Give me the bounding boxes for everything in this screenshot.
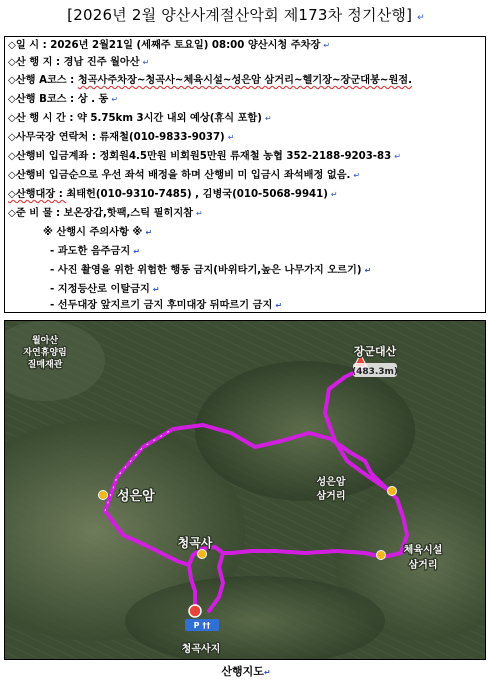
map-label-peak-height: (483.3m)	[351, 367, 399, 377]
notice-heading	[43, 226, 152, 240]
info-course-a	[8, 74, 412, 88]
paragraph-mark: ↵	[275, 301, 283, 310]
parking-icons-text: P ††	[193, 621, 211, 630]
notice-heading-text: ※ 산행시 주의사항 ※	[43, 227, 143, 238]
notice-item-text: - 지정등산로 이탈금지	[50, 284, 150, 295]
info-course-b	[8, 93, 118, 107]
map-caption-text: 산행지도	[221, 665, 264, 678]
info-leader-value: 최태헌(010-9310-7485) , 김병국(010-5068-9941)	[66, 189, 328, 200]
info-account-label: ◇산행비 입금계좌 :	[8, 151, 100, 162]
notice-item	[50, 245, 140, 259]
paragraph-mark: ↵	[142, 58, 150, 67]
info-leader-label: ◇산행대장 :	[8, 189, 67, 200]
info-gear-value: 보온장갑,핫팩,스틱 필히지참	[63, 208, 194, 219]
info-leader	[8, 188, 338, 202]
info-course-b-value: 상 . 동	[77, 94, 109, 105]
info-time-label: ◇산 행 시 간 :	[8, 113, 78, 124]
notice-item	[50, 264, 371, 278]
map-label-forest: 자연휴양림	[23, 348, 67, 358]
info-order-label: ◇산행비 입금순으로 우선 좌석 배정을 하며 산행비 미 입금시 좌석배정 없음.	[8, 170, 351, 181]
junction-point	[388, 487, 397, 496]
info-place-value: 경남 진주 월아산	[63, 57, 140, 68]
notice-item-text: - 과도한 음주금지	[50, 246, 131, 257]
map-label-seongeunam: 성은암	[117, 489, 155, 504]
paragraph-mark: ↵	[417, 13, 425, 23]
info-order	[8, 169, 360, 183]
trail-map-svg	[5, 321, 485, 659]
info-account-value: 정회원4.5만원 비회원5만원 류재철 농협 352-2188-9203-83	[99, 151, 392, 162]
info-date-label: ◇일 시 :	[8, 40, 51, 51]
seongeunam-point	[99, 491, 108, 500]
info-box	[4, 36, 486, 313]
sports-junction-point	[377, 551, 386, 560]
info-date-value: 2026년 2월21일 (세째주 토요일) 08:00 양산시청 주차장	[50, 40, 321, 51]
info-gear-label: ◇준 비 물 :	[8, 208, 64, 219]
info-time-value: 약 5.75km 3시간 내외 예상(휴식 포함)	[77, 113, 262, 124]
info-time	[8, 112, 272, 126]
map-label-parking: 청곡사지	[181, 644, 221, 655]
info-office-label: ◇사무국장 연락처 :	[8, 132, 100, 143]
map-caption	[0, 663, 492, 679]
info-place-label: ◇산 행 지 :	[8, 57, 64, 68]
cheonggoksa-point	[198, 550, 207, 559]
info-account	[8, 150, 401, 164]
paragraph-mark: ↵	[196, 209, 203, 218]
notice-item-text: - 사진 촬영을 위한 위험한 행동 금지(바위타기,높은 나무가지 오르기)	[50, 265, 362, 276]
paragraph-mark: ↵	[145, 228, 153, 237]
paragraph-mark: ↵	[323, 41, 331, 50]
paragraph-mark: ↵	[133, 247, 140, 256]
paragraph-mark: ↵	[353, 171, 361, 180]
paragraph-mark: ↵	[227, 133, 235, 142]
paragraph-mark: ↵	[152, 285, 160, 294]
map-label-junction: 성은암	[316, 477, 346, 488]
start-pin-icon	[189, 605, 201, 617]
paragraph-mark: ↵	[263, 668, 271, 677]
notice-item	[50, 299, 282, 313]
map-label-sports-2: 삼거리	[408, 560, 438, 571]
info-course-a-label: ◇산행 A코스 :	[8, 75, 78, 86]
page-title	[0, 4, 492, 25]
paragraph-mark: ↵	[364, 266, 372, 275]
info-office	[8, 131, 234, 145]
info-office-value: 류재철(010-9833-9037)	[99, 132, 225, 143]
map-label-peak: 장군대산	[353, 345, 397, 358]
paragraph-mark: ↵	[264, 114, 272, 123]
map-label-office: 질매재관	[27, 360, 63, 370]
info-course-b-label: ◇산행 B코스 :	[8, 94, 78, 105]
paragraph-mark: ↵	[330, 190, 338, 199]
info-date	[8, 39, 330, 53]
paragraph-mark: ↵	[394, 152, 401, 161]
info-gear	[8, 207, 203, 221]
paragraph-mark: ↵	[111, 95, 119, 104]
info-place	[8, 56, 149, 70]
map-label-mountain: 월아산	[31, 336, 59, 346]
map-label-sports: 체육시설	[403, 545, 443, 556]
map-label-junction-2: 삼거리	[316, 491, 346, 502]
trail-map	[4, 320, 486, 660]
info-course-a-value: 청곡사주차장~청곡사~체육시설~성은암 삼거리~헬기장~장군대봉~원점.	[77, 75, 412, 86]
map-label-cheonggoksa: 청곡사	[177, 536, 213, 550]
notice-item	[50, 283, 160, 297]
page-title-text: [2026년 2월 양산사계절산악회 제173차 정기산행]	[67, 6, 413, 24]
notice-item-text: - 선두대장 앞지르기 금지 후미대장 뒤따르기 금지	[50, 300, 273, 311]
